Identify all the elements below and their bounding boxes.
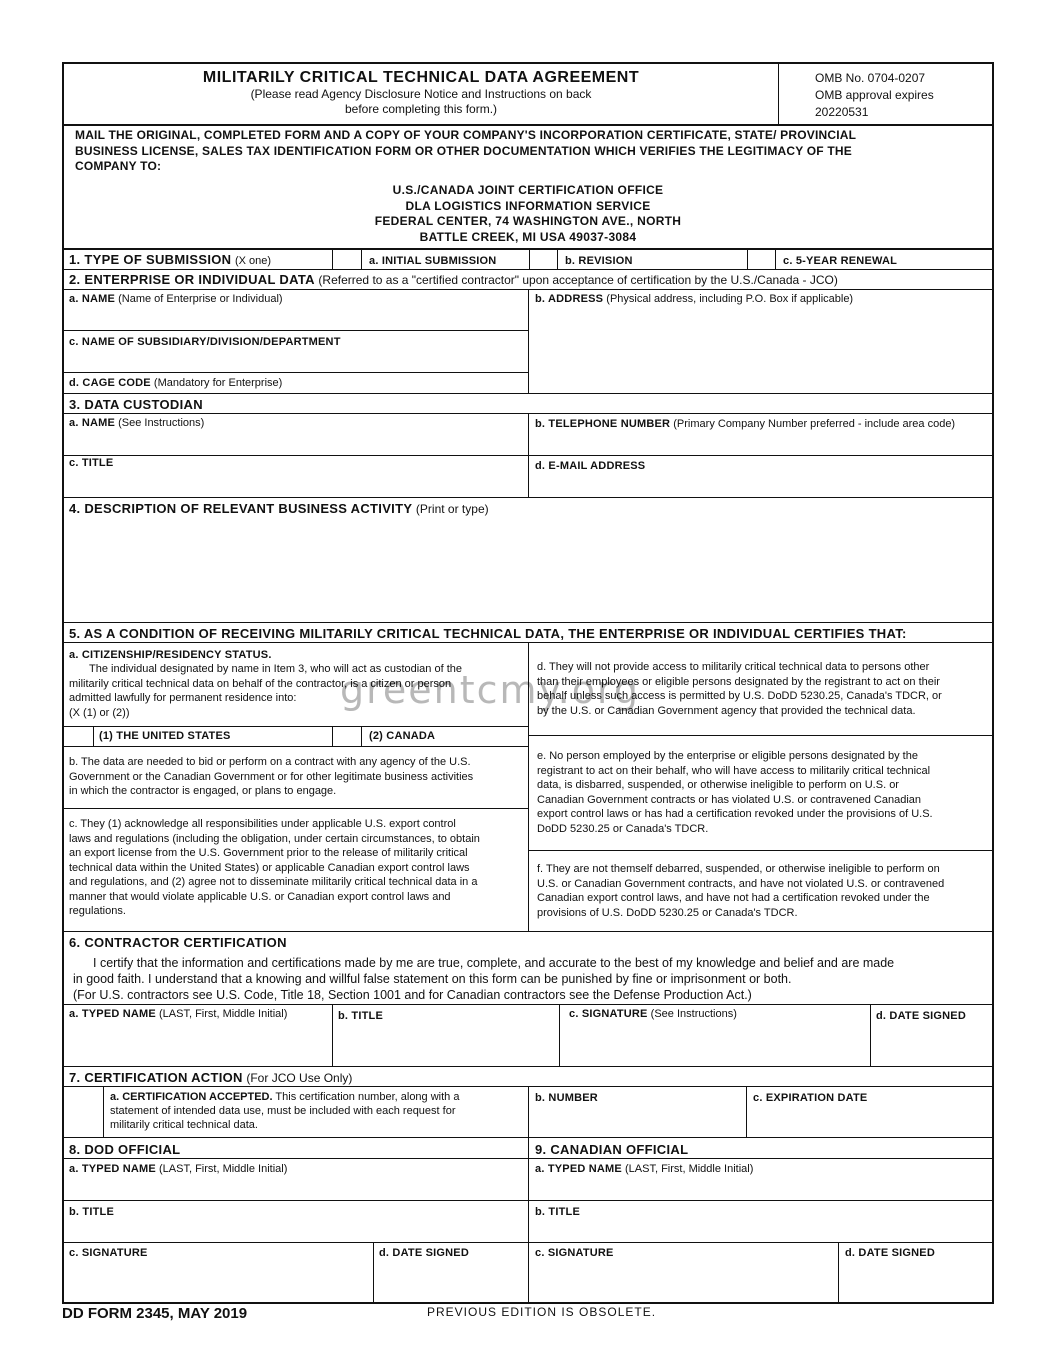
mailing-address (64, 183, 992, 245)
subsidiary-label: c. NAME OF SUBSIDIARY/DIVISION/DEPARTMENT (69, 336, 341, 348)
canada-label: (2) CANADA (369, 730, 436, 742)
certification-accepted-text: a. CERTIFICATION ACCEPTED. This certification number, along with a statement of intended data use, must be included with each request for militarily critical technical data. (110, 1091, 460, 1131)
canadian-title-field[interactable] (529, 1220, 992, 1242)
omb-block (815, 70, 934, 121)
certify-f-text: f. They are not themself debarred, suspended, or otherwise ineligible to perform on U.S. or Canadian Government contracts, and have not violated U.S. or contravened Canadian export control laws, and have not had a certification revoked under the provisions of U.S. DoDD 5230.25 or Canada's TDCR. (537, 863, 945, 919)
citizenship-text: The individual designated by name in Item 3, who will act as custodian of the militarily critical technical data on behalf of the contractor, is a citizen or person admitted lawfully for permanent residence into: (X (1) or (2)) (69, 663, 462, 719)
canadian-signature-field[interactable] (529, 1261, 838, 1304)
canadian-title-label: b. TITLE (535, 1206, 580, 1218)
custodian-name-field[interactable] (64, 431, 528, 455)
mail-line-3: COMPANY TO: (75, 159, 162, 173)
business-activity-field[interactable] (64, 518, 992, 622)
revision-label: b. REVISION (565, 255, 633, 267)
revision-checkbox[interactable] (530, 249, 557, 269)
contractor-signature-label: c. SIGNATURE (See Instructions) (569, 1008, 737, 1020)
email-label: d. E-MAIL ADDRESS (535, 460, 646, 472)
contractor-name-label: a. TYPED NAME (LAST, First, Middle Initial) (69, 1008, 288, 1020)
form-subtitle-1: (Please read Agency Disclosure Notice and Instructions on back (250, 87, 592, 101)
cage-code-label: d. CAGE CODE (Mandatory for Enterprise) (69, 377, 283, 389)
citizenship-title: a. CITIZENSHIP/RESIDENCY STATUS. (69, 649, 272, 661)
watermark-text: greentcmy.org (340, 668, 641, 712)
cage-code-field[interactable] (264, 373, 528, 393)
renewal-label: c. 5-YEAR RENEWAL (783, 255, 898, 267)
subsidiary-field[interactable] (64, 350, 528, 372)
contractor-name-field[interactable] (64, 1022, 332, 1066)
dod-title-label: b. TITLE (69, 1206, 114, 1218)
initial-submission-label: a. INITIAL SUBMISSION (369, 255, 497, 267)
address-line-4: BATTLE CREEK, MI USA 49037-3084 (419, 229, 637, 244)
dod-name-label: a. TYPED NAME (LAST, First, Middle Initial) (69, 1163, 288, 1175)
section-5-title: 5. AS A CONDITION OF RECEIVING MILITARILY CRITICAL TECHNICAL DATA, THE ENTERPRISE OR INDIVIDUAL CERTIFIES THAT: (69, 626, 907, 641)
united-states-checkbox[interactable] (64, 727, 93, 746)
custodian-title-label: c. TITLE (69, 457, 114, 469)
certify-c-text: c. They (1) acknowledge all responsibilities under applicable U.S. export control laws and regulations (including the obligation, under certain circumstances, to obtain an export license from the U.S. Government prior to the release of militarily critical technical data within the United States) or applicable Canadian export control laws and regulations, and (2) agree not to disseminate militarily critical technical data in a manner that would violate applicable U.S. or Canadian export control laws and regulations. (69, 818, 480, 917)
form-id: DD FORM 2345, MAY 2019 (62, 1305, 248, 1322)
form-title-block (64, 68, 778, 117)
section-2-title: 2. ENTERPRISE OR INDIVIDUAL DATA (Referred to as a "certified contractor" upon acceptance of certification by the U.S./Canada - JCO) (69, 272, 838, 287)
contractor-date-field[interactable] (871, 1024, 992, 1066)
certification-statement: I certify that the information and certifications made by me are true, complete, and accurate to the best of my knowledge and belief and are made in good faith. I understand that a knowing and willful false statement on this form can be punished by fine or imprisonment or both. (For U.S. contractors see U.S. Code, Title 18, Section 1001 and for Canadian contractors see the Defense Production Act.) (73, 956, 895, 1002)
contractor-title-label: b. TITLE (338, 1010, 383, 1022)
canadian-name-label: a. TYPED NAME (LAST, First, Middle Initial) (535, 1163, 754, 1175)
expiration-date-label: c. EXPIRATION DATE (753, 1092, 868, 1104)
canadian-name-field[interactable] (529, 1177, 992, 1200)
address-line-1: U.S./CANADA JOINT CERTIFICATION OFFICE (392, 183, 664, 197)
section-7-title: 7. CERTIFICATION ACTION (For JCO Use Only) (69, 1070, 353, 1085)
canadian-signature-label: c. SIGNATURE (535, 1247, 614, 1259)
omb-date: 20220531 (815, 105, 869, 119)
renewal-checkbox[interactable] (748, 249, 775, 269)
address-label: b. ADDRESS (Physical address, including P.O. Box if applicable) (535, 293, 854, 305)
certify-d-text: d. They will not provide access to militarily critical technical data to persons other than their employees or eligible persons designated by the registrant to act on their behalf unless such access is permitted by U.S. DoDD 5230.25, Canada's TDCR, or by the U.S. or Canadian Government agency that provided the technical data. (537, 661, 942, 717)
dod-name-field[interactable] (64, 1177, 528, 1200)
omb-number: OMB No. 0704-0207 (815, 71, 926, 85)
email-field[interactable] (529, 474, 992, 497)
custodian-title-field[interactable] (64, 471, 528, 497)
dod-date-label: d. DATE SIGNED (379, 1247, 469, 1259)
mail-line-1: MAIL THE ORIGINAL, COMPLETED FORM AND A COPY OF YOUR COMPANY'S INCORPORATION CERTIFICATE, STATE/ PROVINCIAL (75, 128, 857, 142)
canadian-date-label: d. DATE SIGNED (845, 1247, 935, 1259)
initial-submission-checkbox[interactable] (333, 249, 361, 269)
united-states-label: (1) THE UNITED STATES (99, 730, 231, 742)
canadian-date-field[interactable] (839, 1261, 992, 1304)
dod-signature-field[interactable] (64, 1261, 373, 1304)
obsolete-notice: PREVIOUS EDITION IS OBSOLETE. (427, 1305, 657, 1319)
section-9-title: 9. CANADIAN OFFICIAL (535, 1142, 689, 1157)
telephone-field[interactable] (529, 432, 992, 455)
section-1-title: 1. TYPE OF SUBMISSION (X one) (69, 252, 272, 267)
section-3-title: 3. DATA CUSTODIAN (69, 397, 203, 412)
contractor-title-field[interactable] (333, 1024, 559, 1066)
address-line-3: FEDERAL CENTER, 74 WASHINGTON AVE., NORTH (374, 214, 682, 228)
section-8-title: 8. DOD OFFICIAL (69, 1142, 181, 1157)
enterprise-name-label: a. NAME (Name of Enterprise or Individual) (69, 293, 283, 305)
mail-instructions (75, 128, 856, 175)
dod-signature-label: c. SIGNATURE (69, 1247, 148, 1259)
certification-number-label: b. NUMBER (535, 1092, 598, 1104)
custodian-name-label: a. NAME (See Instructions) (69, 417, 205, 429)
form-subtitle-2: before completing this form.) (344, 102, 498, 116)
certification-number-field[interactable] (529, 1106, 746, 1137)
dod-title-field[interactable] (64, 1220, 528, 1242)
enterprise-name-field[interactable] (64, 307, 528, 330)
certify-b-text: b. The data are needed to bid or perform on a contract with any agency of the U.S. Government or the Canadian Government or for other legitimate business activities in which the contractor is engaged, or plans to engage. (69, 756, 474, 797)
omb-expires: OMB approval expires (815, 88, 934, 102)
mail-line-2: BUSINESS LICENSE, SALES TAX IDENTIFICATION FORM OR OTHER DOCUMENTATION WHICH VERIFIES THE LEGITIMACY OF THE (75, 143, 852, 158)
section-6-title: 6. CONTRACTOR CERTIFICATION (69, 935, 287, 950)
contractor-signature-field[interactable] (560, 1022, 870, 1066)
section-4-title: 4. DESCRIPTION OF RELEVANT BUSINESS ACTIVITY (Print or type) (69, 501, 489, 516)
contractor-date-label: d. DATE SIGNED (876, 1010, 966, 1022)
certification-accepted-checkbox[interactable] (64, 1087, 103, 1137)
telephone-label: b. TELEPHONE NUMBER (Primary Company Number preferred - include area code) (535, 418, 956, 430)
dod-date-field[interactable] (374, 1261, 528, 1304)
expiration-date-field[interactable] (747, 1106, 992, 1137)
certify-e-text: e. No person employed by the enterprise or eligible persons designated by the registrant to act on their behalf, who will have access to militarily critical technical data, is disbarred, suspended, or otherwise ineligible to perform on U.S. or Canadian Government contracts or has violated U.S. or contravened Canadian export control laws or has had a certification revoked under the provisions of U.S. DoDD 5230.25 or Canada's TDCR. (537, 750, 933, 835)
address-field[interactable] (529, 307, 992, 393)
address-line-2: DLA LOGISTICS INFORMATION SERVICE (405, 198, 651, 213)
canada-checkbox[interactable] (333, 727, 361, 746)
form-title: MILITARILY CRITICAL TECHNICAL DATA AGREEMENT (202, 69, 640, 86)
